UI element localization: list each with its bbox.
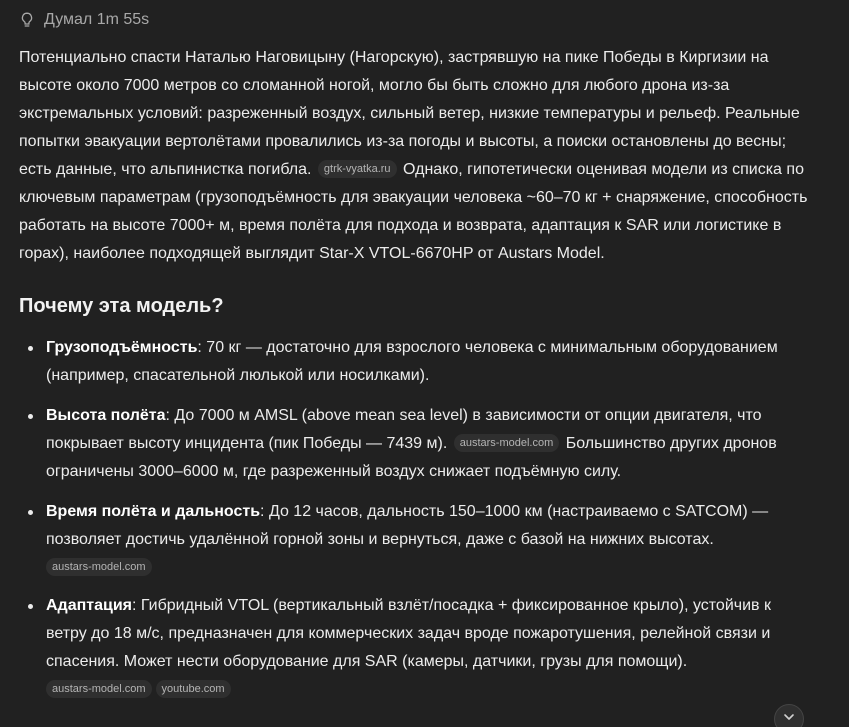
source-chip-row [46,556,809,580]
item-title: Адаптация [46,597,133,614]
list-item [19,592,809,702]
lightbulb-icon [19,12,35,28]
item-text: : До 7000 м AMSL (above mean sea level) в зависимости от опции двигателя, что покрывает высоту инцидента (пик Победы — 7439 м). [46,407,762,452]
item-text-continued: Большинство других дронов ограничены 3000–6000 м, где разреженный воздух снижает подъёмную силу. [46,435,777,480]
list-item [19,402,809,486]
source-chip[interactable]: austars-model.com [46,558,152,576]
item-text: : Гибридный VTOL (вертикальный взлёт/посадка + фиксированное крыло), устойчив к ветру до 18 м/с, предназначен для коммерческих задач вроде пожаротушения, релейной связи и спасения. Может нести оборудование для SAR (камеры, датчики, грузы для помощи). [46,597,771,670]
intro-text-continued: Однако, гипотетически оценивая модели из списка по ключевым параметрам (грузоподъёмность для эвакуации человека ~60–70 кг + снаряжение, способность работать на высоте 7000+ м, время полёта для подхода и возврата, адаптация к SAR или логистике в горах), наиболее подходящей выглядит Star-X VTOL-6670HP от Austars Model. [19,161,808,262]
list-item [19,334,809,390]
source-chip[interactable]: austars-model.com [46,680,152,698]
intro-text: Потенциально спасти Наталью Наговицыну (Нагорскую), застрявшую на пике Победы в Киргизии на высоте около 7000 метров со сломанной ногой, могло бы быть сложно для любого дрона из-за экстремальных условий: разреженный воздух, сильный ветер, низкие температуры и рельеф. Реальные попытки эвакуации вертолётами провалились из-за погоды и высоты, а поиски остановлены до весны; есть данные, что альпинистка погибла. [19,49,800,178]
source-chip[interactable]: austars-model.com [454,434,560,452]
section-heading: Почему эта модель? [19,295,224,317]
source-chip-row [46,678,809,702]
thought-toggle[interactable] [19,0,849,40]
item-title: Грузоподъёмность [46,339,198,356]
item-text: : 70 кг — достаточно для взрослого человека с минимальным оборудованием (например, спасательной люлькой или носилками). [46,339,778,384]
chevron-down-icon [782,710,796,727]
item-title: Время полёта и дальность [46,503,261,520]
reasons-list [19,334,809,702]
item-text: : До 12 часов, дальность 150–1000 км (настраиваемо с SATCOM) — позволяет достичь удалённой горной зоны и вернуться, даже с базой на нижних высотах. [46,503,769,548]
source-chip[interactable]: youtube.com [156,680,231,698]
list-item [19,498,809,580]
source-chip[interactable]: gtrk-vyatka.ru [318,160,397,178]
scroll-down-button[interactable] [774,704,804,727]
item-title: Высота полёта [46,407,166,424]
thought-label: Думал 1m 55s [44,11,150,28]
intro-paragraph [19,44,809,268]
